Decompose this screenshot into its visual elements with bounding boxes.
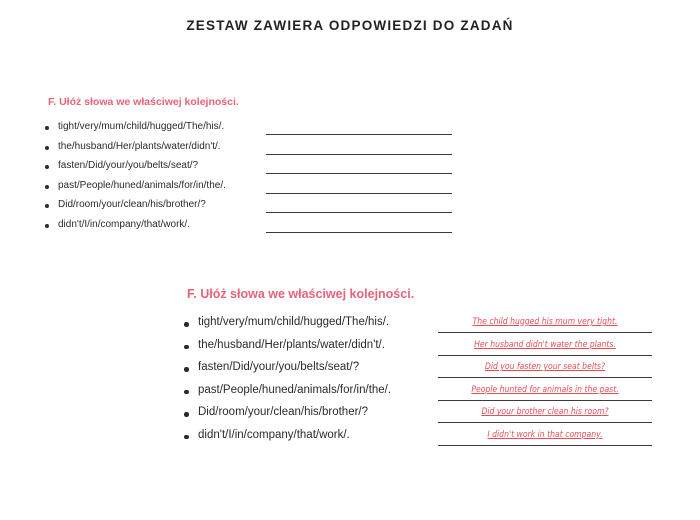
exercise-list [44,118,464,236]
list-item [180,426,660,449]
handwritten-answer: Did you fasten your seat belts? [484,361,606,372]
answer-line [438,332,652,333]
answer-line [438,422,652,423]
prompt-text: tight/very/mum/child/hugged/The/his/. [198,316,390,328]
prompt-text: Did/room/your/clean/his/brother/? [198,406,369,419]
prompt-text: the/husband/Her/plants/water/didn't/. [58,140,221,152]
answer-line [266,154,452,155]
answer-line [438,400,652,401]
bullet-icon [45,185,49,189]
list-item [180,381,660,404]
bullet-icon [45,165,49,169]
prompt-text: fasten/Did/your/you/belts/seat/? [198,361,360,374]
bullet-icon [45,126,49,130]
prompt-text: fasten/Did/your/you/belts/seat/? [58,160,199,172]
bullet-icon [45,204,49,208]
answer-line [266,193,452,194]
list-item [44,157,464,177]
handwritten-answer: People hunted for animals in the past. [471,383,619,394]
worksheet-blank [44,96,464,236]
prompt-text: tight/very/mum/child/hugged/The/his/. [58,121,225,132]
bullet-icon [184,390,189,395]
list-item [44,138,464,158]
answer-line [438,377,652,378]
handwritten-answer: I didn't work in that company. [487,428,603,439]
answer-line [266,212,452,213]
prompt-text: didn't/I/in/company/that/work/. [58,218,190,230]
answer-line [266,232,452,233]
worksheet-answered [180,287,660,449]
answer-line [438,355,652,356]
prompt-text: the/husband/Her/plants/water/didn't/. [198,338,385,351]
exercise-list [180,313,660,449]
handwritten-answer: The child hugged his mum very tight. [472,316,618,326]
bullet-icon [184,345,189,350]
list-item [44,118,464,138]
list-item [180,336,660,359]
bullet-icon [45,146,49,150]
bullet-icon [184,367,189,372]
page-header: ZESTAW ZAWIERA ODPOWIEDZI DO ZADAŃ [186,18,514,33]
list-item [180,358,660,381]
exercise-title: F. Ułóż słowa we właściwej kolejności. [187,287,415,301]
answer-line [266,134,452,135]
answer-line [266,173,452,174]
bullet-icon [45,224,49,228]
list-item [180,313,660,336]
bullet-icon [184,412,189,417]
answer-line [438,445,652,446]
list-item [44,177,464,197]
list-item [44,216,464,236]
prompt-text: past/People/huned/animals/for/in/the/. [58,179,226,191]
bullet-icon [184,322,189,327]
handwritten-answer: Her husband didn't water the plants. [474,338,616,349]
prompt-text: didn't/I/in/company/that/work/. [198,428,350,441]
list-item [44,196,464,216]
handwritten-answer: Did your brother clean his room? [481,406,609,417]
list-item [180,403,660,426]
bullet-icon [184,435,189,440]
prompt-text: past/People/huned/animals/for/in/the/. [198,383,392,396]
exercise-title: F. Ułóż słowa we właściwej kolejności. [48,96,239,108]
prompt-text: Did/room/your/clean/his/brother/? [58,199,206,211]
